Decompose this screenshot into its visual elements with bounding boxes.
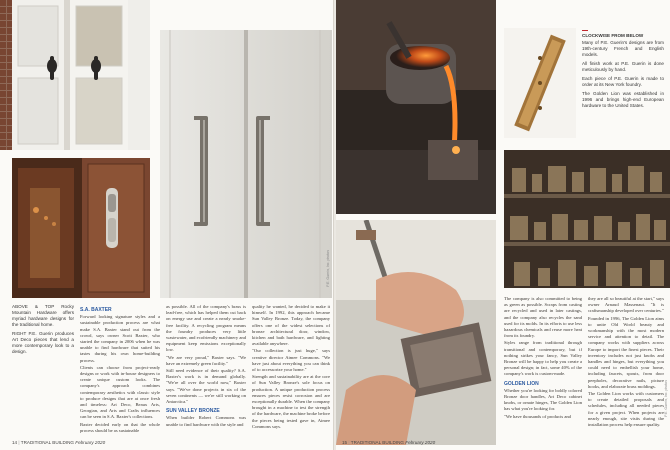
left-issue-date: February 2020 (75, 440, 106, 445)
left-col3-p3: Strength and sustainability are at the core of Sun Valley Bronze's sole focus on production. A unique production process ensures pieces resist corrosion and are exceptionally durable. When the company brought in a machine to test the strength of the hardware, the machine broke before the pieces being tested gave in, Aimee Commons says. (252, 374, 330, 429)
sidebar-item-3: Each piece of P.E. Guerin is made to order at its New York foundry. (582, 76, 664, 87)
right-column-1 (504, 296, 582, 421)
left-col3-p2: "Our collection is just huge," says creative director Aimee Commons. "We have just about everything you can think of to accessorize your home." (252, 348, 330, 373)
right-sidebar-captions (582, 30, 664, 110)
heading-sun-valley-bronze: SUN VALLEY BRONZE (166, 408, 220, 415)
left-col1-p3: Baxter decided early on that the whole process should be as sustainable (80, 421, 160, 433)
right-col1-after-2: "We have thousands of products and (504, 413, 571, 419)
right-col2-p2: Founded in 1996, The Golden Lion aims to unite Old World beauty and workmanship with the most modern service and attention to detail. The company works with suppliers across Europe to import the finest pieces. Their inventory includes not just knobs and handles and hinges, but everything you could need to embellish your home, including faucets, spouts, from door peepholes, decorative nails, picture hooks, and elaborate brass moldings. (588, 315, 664, 389)
left-col2-p3: Still need evidence of their quality? S.A. Baxter's work is in demand globally. "We're all over the world now," Baxter says. "We've done projects in six of the seven continents — we're still working on Antarctica." (166, 368, 246, 405)
sidebar-item-4: The Golden Lion was established in 1996 and brings high-end European hardware to the United States. (582, 91, 664, 108)
photo-white-door (0, 0, 150, 150)
left-col2-p1: as possible. All of the company's brass is lead-free, which has helped them cut back on energy use and create a nearly smoke-free facility. A recycling program means the foundry produces very little wastewater, and ecofriendly machinery and equipment keep emissions exceptionally low. (166, 304, 246, 353)
photo-ornate-hinge (504, 28, 576, 138)
photo-hand-finishing (336, 220, 496, 445)
foundry-image (336, 0, 496, 214)
photo-hardware-shelves (504, 150, 670, 288)
left-col2-after: When builder Robert Commons was unable to find hardware with the style and (166, 415, 246, 427)
left-col1-p2: Clients can choose from project-ready designs or work with in-house designers to create unique custom looks. The company's approach combines contemporary aesthetics with classic style to produce designs that are at once fresh and timeless: Art Deco, Beaux Arts, Georgian, and Arts and Crafts influences can be seen in S.A. Baxter's collections. (80, 364, 160, 420)
photo-wood-door (12, 158, 150, 298)
right-col1-p2: Styles range from traditional through transitional and contemporary, but if nothing strikes your fancy, Sun Valley Bronze will be happy to help you create a personal design; in fact, some 40% of the company's work is custom-made. (504, 340, 582, 377)
left-page-number: 14 (12, 440, 18, 445)
right-folio: 15 | TRADITIONAL BUILDING February 2020 (342, 440, 436, 445)
right-photo-credit: P.E. Guerin, Inc. photos (664, 380, 668, 417)
right-col2-p3: The Golden Lion works with customers to create detailed proposals and schedules, including all needed pieces for a given project. When projects are nearly enough, site visits during the installation process help ensure quality. (588, 391, 664, 428)
left-column-2 (166, 304, 246, 429)
photo-door-pulls (160, 30, 332, 298)
photo-foundry-pour (336, 0, 496, 214)
right-column-2 (588, 296, 664, 429)
sidebar-item-2: All finish work at P.E. Guerin is done meticulously by hand. (582, 61, 664, 72)
caption-right: RIGHT P.E. Guerin produces Art Deco pieces that lend a more contemporary look to a design. (12, 331, 74, 354)
left-folio: 14 | TRADITIONAL BUILDING February 2020 (12, 440, 106, 445)
caption-above-top: ABOVE & TOP Rocky Mountain Hardware offers myriad hardware designs for the traditional home. (12, 304, 74, 327)
right-page (336, 0, 670, 450)
heading-sa-baxter: S.A. BAXTER (80, 307, 112, 313)
sidebar-rule (582, 30, 588, 31)
left-magazine-name: TRADITIONAL BUILDING (20, 440, 74, 445)
right-col1-after-1: Whether you're looking for boldly colored Bronze door handles, Art Deco cabinet knobs, or ornate hinges, The Golden Lion has what you're looking for. (504, 387, 582, 412)
ornate-hinge-image (504, 28, 576, 138)
right-page-number: 15 (342, 440, 348, 445)
wood-door-image (12, 158, 150, 298)
left-captions (12, 304, 74, 356)
white-door-image (0, 0, 150, 150)
heading-golden-lion: GOLDEN LION (504, 380, 539, 387)
right-col2-p1: they are all so beautiful at the start," says owner Arnaud Massenaut. "It is craftsmanship developed over centuries." (588, 296, 664, 314)
hand-finishing-image (336, 220, 496, 445)
sidebar-heading: CLOCKWISE FROM BELOW (582, 33, 644, 38)
sidebar-item-1: Many of P.E. Guerin's designs are from 19th-century French and English models. (582, 40, 664, 57)
left-photo-credit: P.E. Guerin, Inc. photos (326, 250, 330, 287)
hardware-shelves-image (504, 150, 670, 288)
right-issue-date: February 2020 (405, 440, 436, 445)
left-col2-p2: "We are very proud," Baxter says. "We have an extremely green facility." (166, 354, 246, 366)
door-pulls-image (160, 30, 332, 298)
left-col1-p1: Forward looking signature styles and a sustainable production process are what make S.A. Baxter stand out from the crowd, says owner Scott Baxter, who started the company in 2006 when he was unable to find hardware that suited his tastes during his own home-building process. (80, 314, 160, 363)
right-magazine-name: TRADITIONAL BUILDING (350, 440, 404, 445)
right-col1-p1: The company is also committed to being as green as possible. Scraps from casting are recycled and used in later castings, and the company also recycles the sand used for its molds. In its efforts to use less hazardous chemicals and reuse more heat from its foundry. (504, 296, 582, 339)
left-column-3 (252, 304, 330, 431)
left-page (0, 0, 334, 450)
left-column-1 (80, 304, 160, 435)
left-col3-p1: quality he wanted, he decided to make it himself. In 1992, this approach became Sun Valley Bronze. Today, the company offers one of the widest selections of bronze architectural door, window, kitchen and bath hardware, and lighting available anywhere. (252, 304, 330, 347)
